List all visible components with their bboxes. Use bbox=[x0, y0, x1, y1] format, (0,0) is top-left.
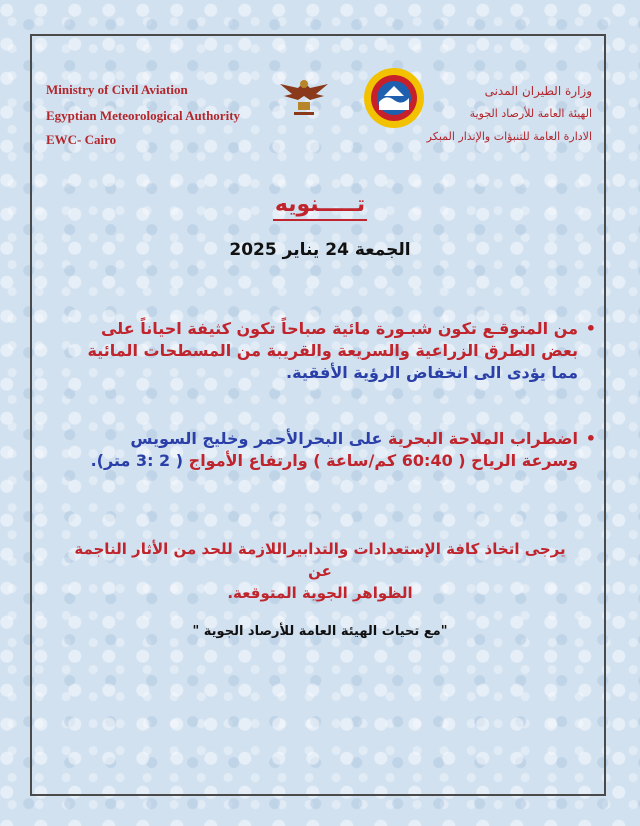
bullet-sea-line-1-red: اضطراب الملاحة البحرية bbox=[387, 429, 578, 448]
bullet-item-fog bbox=[58, 318, 596, 384]
advice-line-2: الظواهر الجوية المتوقعة. bbox=[227, 584, 413, 602]
bullet-sea-line-2-red: وسرعة الرياح ( 60:40 كم/ساعة ) وارتفاع الأمواج bbox=[188, 451, 578, 470]
header-english-line-2: Egyptian Meteorological Authority bbox=[46, 108, 241, 123]
header-arabic-line-3: الادارة العامة للتنبؤات والإنذار المبكر bbox=[426, 130, 592, 143]
bullet-item-sea bbox=[58, 428, 596, 472]
header-english-line-3: EWC- Cairo bbox=[46, 132, 117, 147]
bullet-sea-line-2 bbox=[58, 450, 578, 472]
bullet-sea-line-2-blue: ( 2 :3 متر). bbox=[90, 451, 184, 470]
bullet-fog-line-1: من المتوقـع تكون شبـورة مائية صباحاً تكون كثيفة احياناً على bbox=[100, 319, 578, 338]
meteorological-authority-emblem-icon bbox=[362, 66, 426, 130]
bullet-fog-line-2: بعض الطرق الزراعية والسريعة والقريبة من المسطحات المائية bbox=[87, 341, 578, 360]
eagle-emblem-icon bbox=[274, 74, 334, 120]
bullet-sea-line-1 bbox=[58, 428, 578, 450]
closing-greeting: "مع تحيات الهيئة العامة للأرصاد الجوية " bbox=[192, 624, 448, 639]
notice-date: الجمعة 24 يناير 2025 bbox=[229, 240, 411, 260]
notice-title: تـــــنويه bbox=[0, 192, 640, 217]
header-english-line-1: Ministry of Civil Aviation bbox=[46, 82, 188, 97]
bullet-icon: • bbox=[585, 319, 596, 338]
advice-line-1: يرجى اتخاذ كافة الإستعدادات والتدابيراللازمة للحد من الأثار الناجمة عن bbox=[74, 540, 566, 580]
advice-text bbox=[60, 538, 580, 604]
header-arabic-line-1: وزارة الطيران المدنى bbox=[484, 84, 592, 98]
bullet-icon: • bbox=[585, 429, 596, 448]
bullet-fog-line-3: مما يؤدى الى انخفاض الرؤية الأفقية. bbox=[286, 363, 578, 382]
bullet-sea-line-1-blue: على البحرالأحمر وخليج السويس bbox=[130, 429, 383, 448]
header-arabic-line-2: الهيئة العامة للأرصاد الجوية bbox=[469, 107, 592, 120]
document-border bbox=[30, 34, 606, 796]
